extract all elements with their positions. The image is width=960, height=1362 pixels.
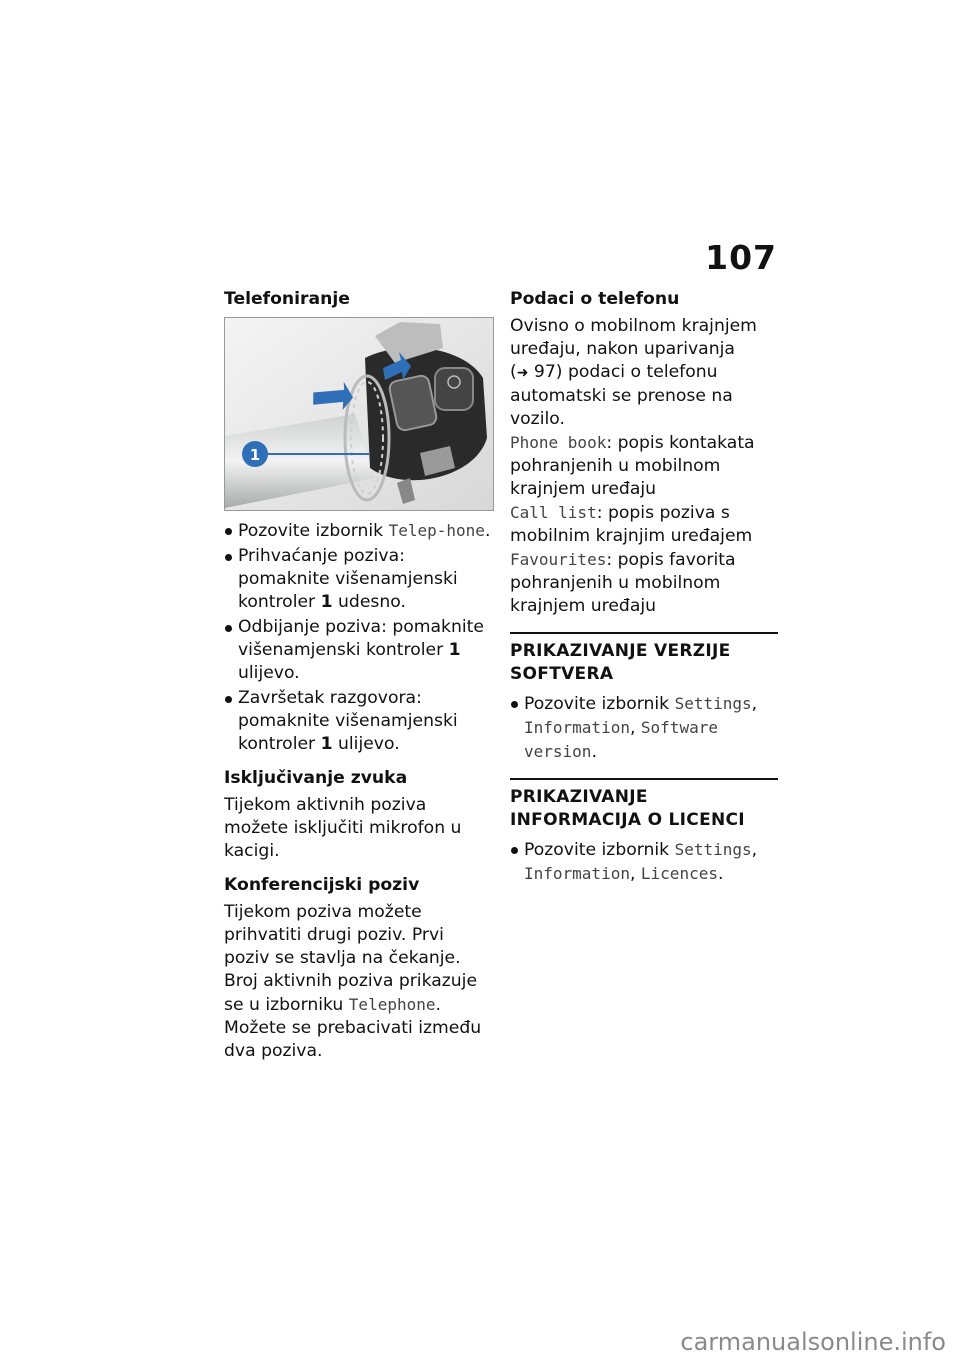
phone-book-definition: Phone book: popis kontakata pohranjenih u mobilnom krajnjem uređaju xyxy=(510,433,755,499)
list-item: Prihvaćanje poziva: pomaknite višenamjenski kontroler 1 udesno. xyxy=(224,545,492,614)
watermark: carmanualsonline.info xyxy=(680,1328,946,1356)
telefoniranje-heading: Telefoniranje xyxy=(224,289,350,309)
phone-data-paragraph: Ovisno o mobilnom krajnjem uređaju, nakon uparivanja (➜ 97) podaci o telefonu automatski se prenose na vozilo. xyxy=(510,316,757,429)
conference-paragraph: Tijekom poziva možete prihvatiti drugi poziv. Prvi poziv se stavlja na čekanje. Broj aktivnih poziva prikazuje se u izborniku Telephone. Možete se prebacivati između dva poziva. xyxy=(224,902,482,1061)
favourites-definition: Favourites: popis favorita pohranjenih u mobilnom krajnjem uređaju xyxy=(510,550,736,616)
telefoniranje-bullets xyxy=(224,519,492,756)
figure-callout-1: 1 xyxy=(249,446,261,464)
left-column xyxy=(224,288,492,1074)
call-list-definition: Call list: popis poziva s mobilnim krajnjim uređajem xyxy=(510,503,753,546)
software-version-bullets xyxy=(510,692,778,764)
handlebar-illustration xyxy=(225,318,493,510)
page-number: 107 xyxy=(705,238,777,277)
section-divider xyxy=(510,632,778,634)
mute-paragraph: Tijekom aktivnih poziva možete isključiti mikrofon u kacigi. xyxy=(224,795,462,861)
list-item: Pozovite izbornik Settings, Information, Licences. xyxy=(510,838,778,886)
right-column xyxy=(510,288,778,897)
mute-heading: Isključivanje zvuka xyxy=(224,768,408,788)
handlebar-controller-figure xyxy=(224,317,494,511)
list-item: Pozovite izbornik Telep-hone. xyxy=(224,519,492,543)
phone-data-heading: Podaci o telefonu xyxy=(510,289,680,309)
software-version-heading: PRIKAZIVANJE VERZIJE SOFTVERA xyxy=(510,641,731,684)
licence-info-bullets xyxy=(510,838,778,886)
page-reference-arrow-icon: ➜ xyxy=(516,365,529,381)
list-item: Odbijanje poziva: pomaknite višenamjenski kontroler 1 ulijevo. xyxy=(224,616,492,685)
licence-info-heading: PRIKAZIVANJE INFORMACIJA O LICENCI xyxy=(510,787,745,830)
section-divider xyxy=(510,778,778,780)
list-item: Završetak razgovora: pomaknite višenamjenski kontroler 1 ulijevo. xyxy=(224,687,492,756)
conference-heading: Konferencijski poziv xyxy=(224,875,420,895)
list-item: Pozovite izbornik Settings, Information, Software version. xyxy=(510,692,778,764)
